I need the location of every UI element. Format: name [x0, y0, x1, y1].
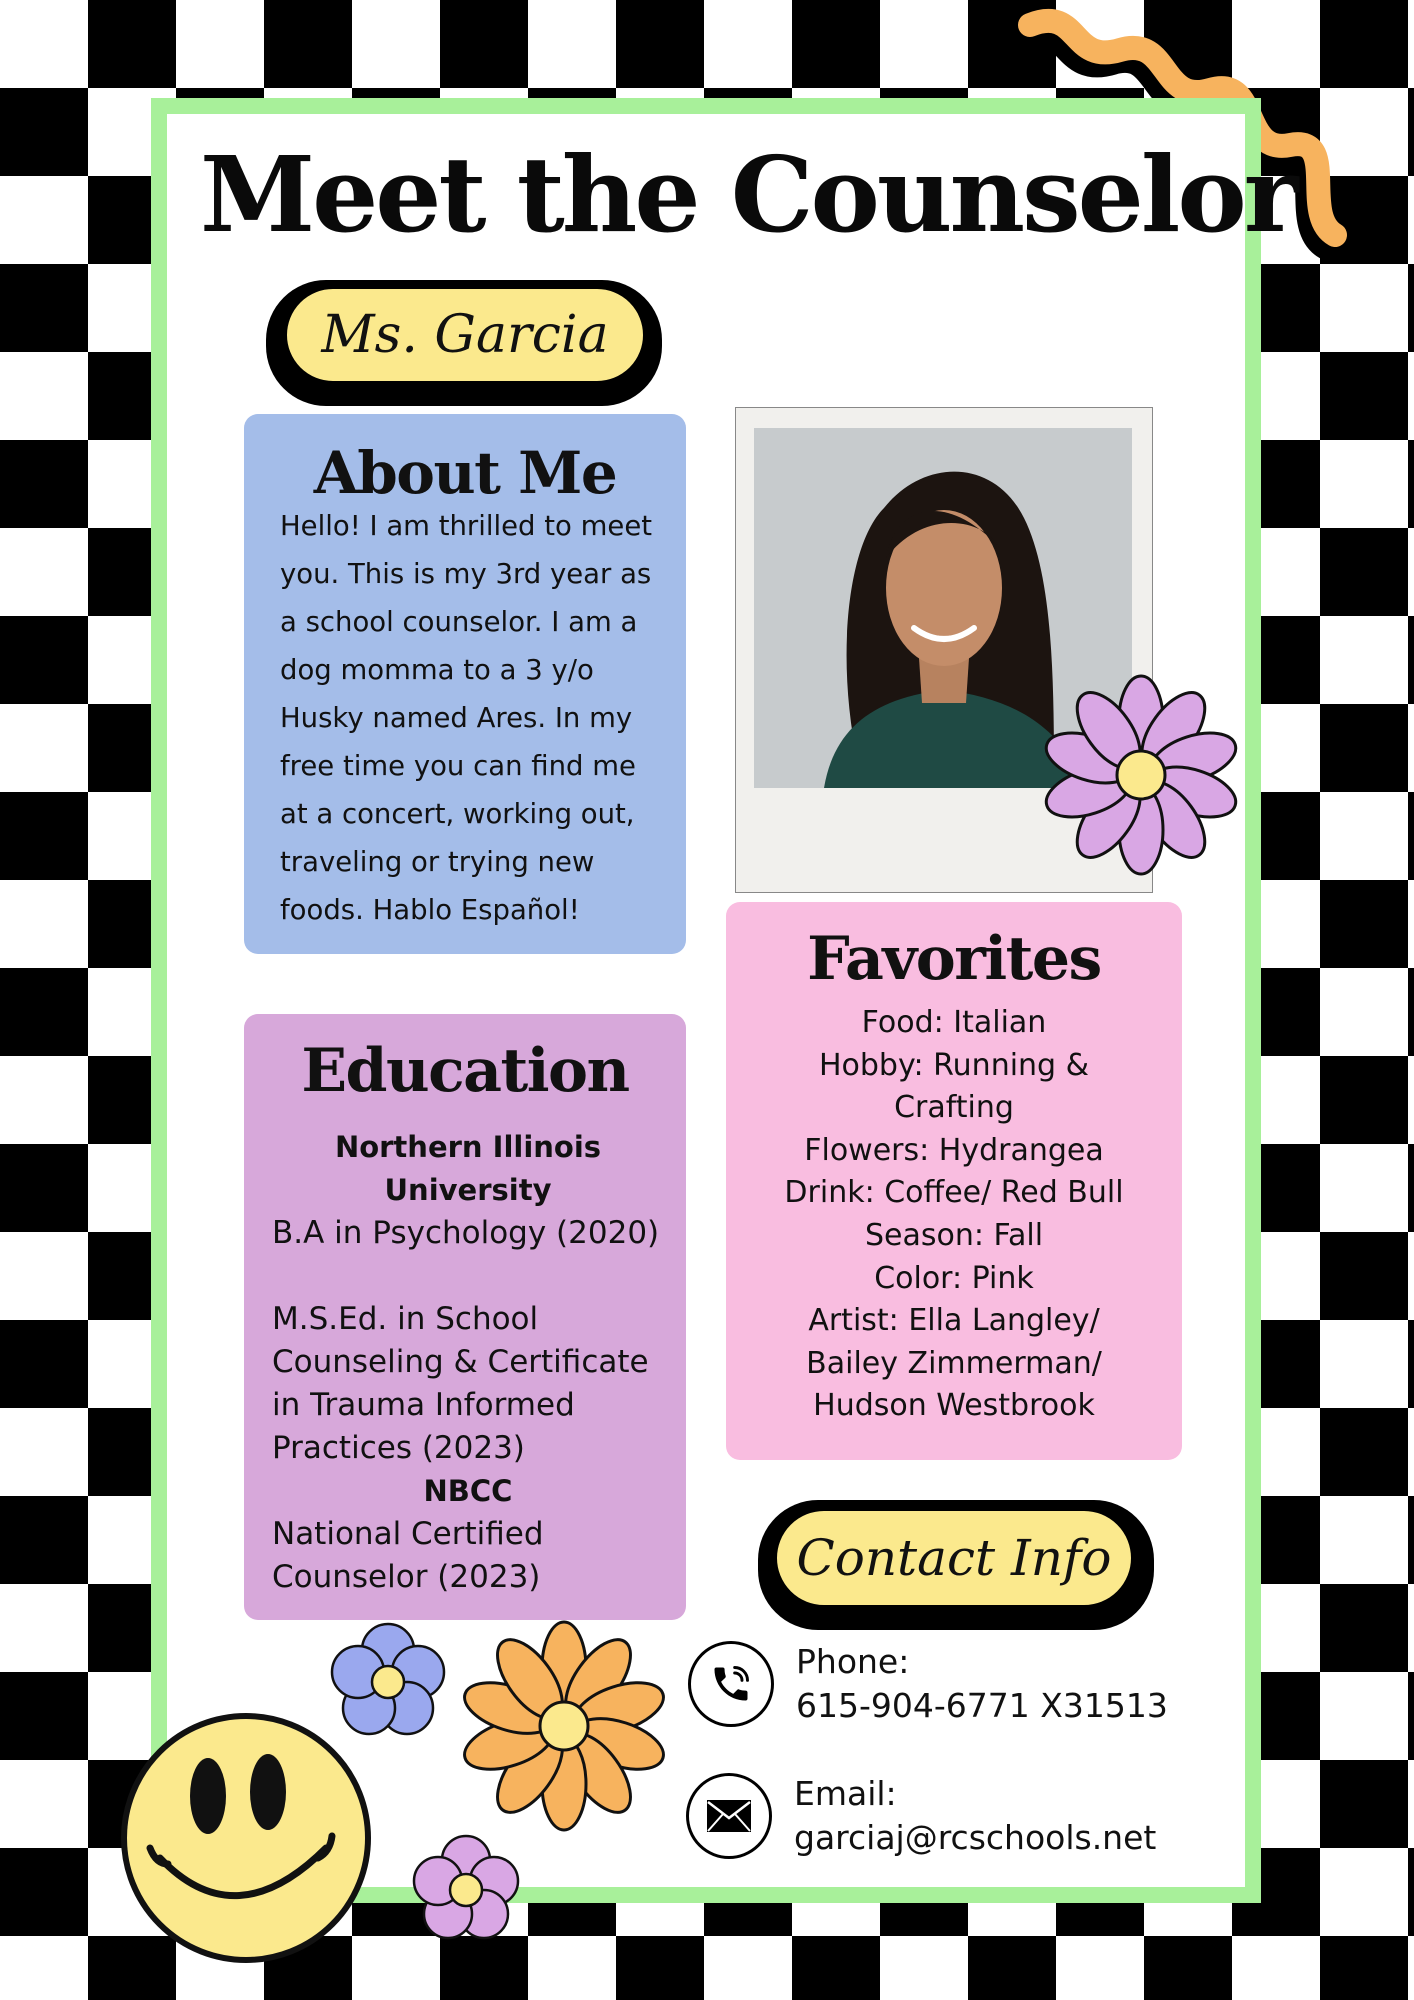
- lilac-flower-icon: [404, 1828, 528, 1952]
- phone-text: [796, 1640, 1168, 1728]
- email-value[interactable]: garciaj@rcschools.net: [794, 1818, 1157, 1857]
- education-card: [244, 1014, 686, 1620]
- email-row: [686, 1772, 1156, 1860]
- favorites-list: Food: Italian Hobby: Running & Crafting Flowers: Hydrangea Drink: Coffee/ Red Bull Season: Fall Color: Pink Artist: Ella Langley/ Bailey Zimmerman/ Hudson Westbrook: [784, 1005, 1124, 1424]
- about-card: [244, 414, 686, 954]
- smiley-face-icon: [116, 1708, 376, 1968]
- phone-icon: [688, 1641, 774, 1727]
- about-text: Hello! I am thrilled to meet you. This is my 3rd year as a school counselor. I am a dog momma to a 3 y/o Husky named Ares. In my free time you can find me at a concert, working out, traveling or trying new foods. Hablo Español!: [280, 510, 653, 926]
- phone-label: Phone:: [796, 1642, 910, 1681]
- contact-title: Contact Info: [772, 1506, 1136, 1610]
- orange-flower-icon: [456, 1618, 672, 1834]
- name-pill: Ms. Garcia: [282, 284, 648, 386]
- email-text: [794, 1772, 1156, 1860]
- favorites-card: [726, 902, 1182, 1460]
- about-title: About Me: [313, 439, 617, 507]
- favorites-title: Favorites: [807, 924, 1101, 994]
- education-details: Northern Illinois University B.A in Psychology (2020) M.S.Ed. in School Counseling & Certificate in Trauma Informed Practices (2023) NBCC National Certified Counselor (2023): [272, 1130, 660, 1595]
- envelope-icon: [686, 1773, 772, 1859]
- flower-icon: [1036, 670, 1246, 880]
- email-label: Email:: [794, 1774, 897, 1813]
- phone-row: [688, 1640, 1168, 1728]
- page-title: Meet the Counselor: [200, 133, 1296, 256]
- phone-value[interactable]: 615-904-6771 X31513: [796, 1686, 1168, 1725]
- education-title: Education: [301, 1036, 629, 1106]
